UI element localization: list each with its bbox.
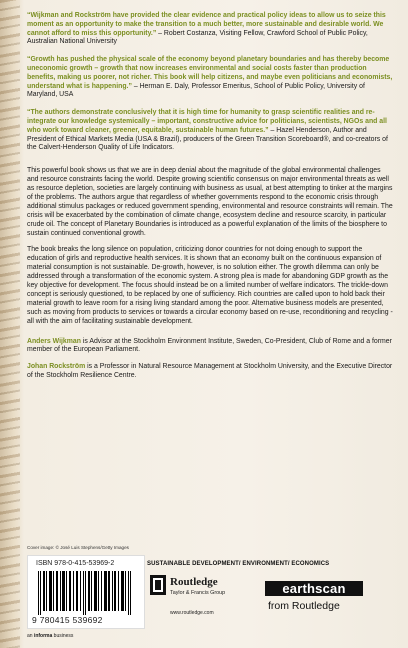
informa-business-tag xyxy=(27,633,73,639)
author-name: Anders Wijkman xyxy=(27,337,81,345)
author-bio xyxy=(27,338,393,356)
informa-brand: informa xyxy=(33,633,53,639)
author-name: Johan Rockström xyxy=(27,363,86,371)
description-paragraph: This powerful book shows us that we are in deep denial about the magnitude of the global environmental challenges and resource constraints facing the world. Despite growing scientific consensus on major environmental threats as well as resource depletion, societies are largely continuing with business as usual, at best attempting to tinker at the margins of the problems. The authors argue that regardless of whether governments respond to the economic crisis through additional stimulus packages or reduced government spending, environmental and resource constraints will remain. The crisis will be exacerbated by the combination of climate change, ecosystem decline and resource scarcity, in particular crude oil. The concept of Planetary Boundaries is introduced as a powerful explanation of the limits of the biosphere to sustain continued conventional growth. xyxy=(27,167,393,237)
publisher-url: www.routledge.com xyxy=(170,610,214,616)
informa-prefix: an xyxy=(27,633,34,639)
barcode-icon xyxy=(36,571,136,615)
subject-categories: SUSTAINABLE DEVELOPMENT/ ENVIRONMENT/ ECONOMICS xyxy=(147,561,330,567)
back-cover-text xyxy=(27,12,393,389)
isbn-label: ISBN 978-0-415-53969-2 xyxy=(36,560,115,567)
quote-attribution: – Hazel Henderson, Author and President of Ethical Markets Media (USA & Brazil), producers of the Green Transition Scoreboard®, and co-creators of the Calvert-Henderson Quality of Life Indicators. xyxy=(27,126,388,152)
cover-credit: Cover image: © José Luis Stephens/Getty Images xyxy=(27,545,129,550)
author-bio xyxy=(27,363,393,381)
author-bio-text: is a Professor in Natural Resource Management at Stockholm University, and the Executive Director of the Stockholm Resilience Centre. xyxy=(27,363,393,380)
publisher-name: Routledge xyxy=(170,576,218,588)
earthscan-logo: earthscan xyxy=(265,581,363,596)
barcode-box xyxy=(27,555,145,629)
description-paragraph: The book breaks the long silence on population, criticizing donor countries for not doing enough to support the education of girls and reproductive health services. It is shown that an economy built on the continuous expansion of material consumption is not sustainable. De-growth, however, is no solution either. The growth dilemma can only be addressed through a transformation of the economic system. A strong plea is made for abandoning GDP growth as the key objective for development. The focus should instead be on a limited number of welfare indicators. The trickle-down concept is seriously questioned, to be replaced by one of sufficiency. Rich countries are called upon to hold back their material growth to leave room for a rising living standard among the poor. Alternative business models are presented, such as moving from products to services or towards a circular economy based on re-use, reconditioning and recycling - all with the aim of facilitating sustainable development. xyxy=(27,246,393,325)
earthscan-from-routledge: from Routledge xyxy=(268,600,340,612)
sand-texture-strip xyxy=(0,0,20,648)
quote-text: “Growth has pushed the physical scale of the economy beyond planetary boundaries and has thereby become uneconomic growth – growth that now increases environmental and social costs faster than production benefits, making us poorer, not richer. This book will help citizens, and maybe even politicians and economists, understand what is happening.” xyxy=(27,56,393,90)
endorsement-quote xyxy=(27,109,393,153)
endorsement-quote xyxy=(27,12,393,47)
endorsement-quote xyxy=(27,56,393,100)
quote-text: “The authors demonstrate conclusively that it is high time for humanity to grasp scientific realities and re-integrate our knowledge systemically – important, constructive advice for politicians, scientists, NGOs and all who work toward cleaner, greener, equitable, sustainable human futures.” xyxy=(27,109,387,134)
quote-text: “Wijkman and Rockström have provided the clear evidence and practical policy ideas to allow us to seize this moment as an opportunity to make the transition to a much better, more sustainable and desirable world. We cannot afford to miss this opportunity.” xyxy=(27,12,386,37)
isbn-digits: 9 780415 539692 xyxy=(32,615,103,625)
author-bio-text: is Advisor at the Stockholm Environment Institute, Sweden, Co-President, Club of Rome and a former member of the European Parliament. xyxy=(27,337,392,354)
publisher-group: Taylor & Francis Group xyxy=(170,590,226,596)
quote-attribution: – Robert Costanza, Visiting Fellow, Crawford School of Public Policy, Australian National University xyxy=(27,29,368,46)
informa-suffix: business xyxy=(52,633,74,639)
quote-attribution: – Herman E. Daly, Professor Emeritus, School of Public Policy, University of Maryland, USA xyxy=(27,82,365,99)
routledge-logo-icon xyxy=(150,575,166,595)
